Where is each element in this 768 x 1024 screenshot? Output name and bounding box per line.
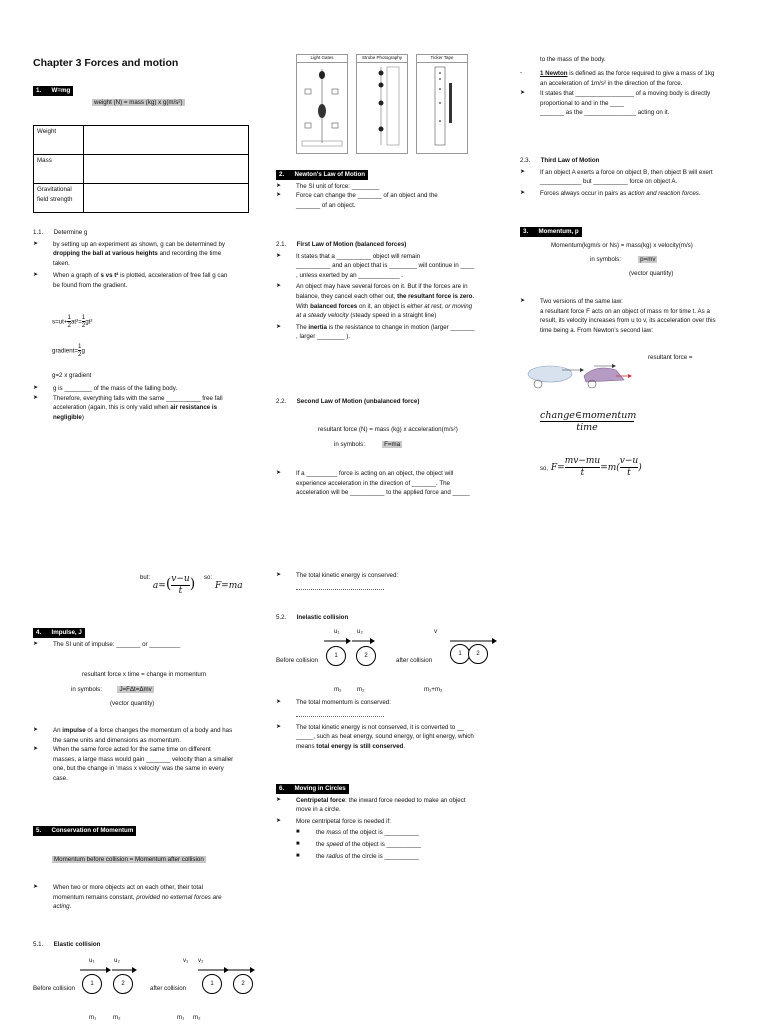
square-bullet-icon: ■ <box>296 852 300 859</box>
ball-2: 2 <box>356 646 376 666</box>
bullet-inertia: ➤ The inertia is the resistance to change in motion (larger _______ , larger ________ ). <box>276 323 475 341</box>
label-u2: u₂ <box>357 628 363 635</box>
arrow-bullet-icon: ➤ <box>276 470 282 476</box>
bullet-free-fall: ➤ Therefore, everything falls with the same __________ free fall acceleration (again, this is only valid when air resistance is negligible) <box>33 394 223 421</box>
bullet-centripetal: ➤ Centripetal force: the inward force needed to make an object move in a circle. <box>276 796 466 814</box>
table-row <box>34 155 249 184</box>
momentum-change-fraction: $\frac{\text{change∈momentum}}{\text{time}}$ <box>540 410 637 434</box>
arrow-bullet-icon: ➤ <box>276 323 282 330</box>
dash-bullet-icon: - <box>520 70 522 76</box>
label-m1: m₁ <box>334 686 342 693</box>
second-law-bullet: ➤ If a _________ force is acting on an object, the object will experience acceleration in the direction of _______. The acceleration will be __________ to the applied force and _____ <box>276 470 470 497</box>
momentum-vector-note: (vector quantity) <box>629 270 674 277</box>
bullet-force-unit: ➤ The SI unit of force: ________ <box>276 182 380 190</box>
bullets-g <box>33 384 248 422</box>
arrow-bullet-icon: ➤ <box>276 817 282 824</box>
equation-force-momentum: so, F= $\frac{mv-mu}{t}$ =m( $\frac{v-u}{t}$ ) <box>540 456 642 478</box>
measurement-methods-figure <box>296 54 468 154</box>
impulse-symbols: in symbols: J=FΔt=Δmv <box>71 686 152 693</box>
bullet-impulse-definition: ➤ An impulse of a force changes the momentum of a body and has the same units and dimensions as momentum. <box>33 727 233 744</box>
arrow-bullet-icon: ➤ <box>276 283 282 290</box>
section-2-1 <box>276 240 491 342</box>
mass-continuation: to the mass of the body. <box>540 56 606 63</box>
page-title-text: Chapter 3 Forces and motion <box>33 57 179 69</box>
bullet-first-law: ➤ It states that a __________ object will remain __________ and an object that is ________ will continue in ____ , unless exerted by an ____________ . <box>276 252 475 279</box>
arrow-bullet-icon: ➤ <box>33 640 39 647</box>
table-row <box>34 184 249 213</box>
answer-line <box>296 716 384 717</box>
arrow-bullet-icon: ➤ <box>33 394 39 401</box>
ball-1-after: 1 <box>202 974 222 994</box>
before-collision-label: Before collision <box>276 657 318 664</box>
momentum-conservation-formula: Momentum before collision = Momentum after collision <box>54 856 204 863</box>
table-cell-blank <box>84 184 249 213</box>
label-v1: v₁ <box>183 957 189 964</box>
inelastic-bullets <box>276 698 491 751</box>
label-u2: u₂ <box>114 957 120 964</box>
bullet-impulse-masses: ➤ When the same force acted for the same time on different masses, a large mass would gain _______ velocity than a smaller one, but the change in ‘mass x velocity’ was the same in every case. <box>33 746 234 783</box>
arrow-bullet-icon: ➤ <box>33 240 39 247</box>
arrow-bullet-icon: ➤ <box>520 168 526 175</box>
section-6-heading: 6. Moving in Circles <box>276 784 491 794</box>
arrow-bullet-icon: ➤ <box>33 746 39 753</box>
table-cell-blank <box>84 155 249 184</box>
ball-2: 2 <box>113 974 133 994</box>
bullet-impulse-unit: ➤ The SI unit of impulse: _______ or _________ <box>33 640 181 648</box>
label-m2: m₂ <box>357 686 365 693</box>
ball-2-after: 2 <box>468 644 488 664</box>
strobe-photography-panel: Strobe Photography <box>356 54 408 154</box>
conservation-bullet: ➤ When two or more objects act on each other, their total momentum remains constant, provided no external forces are acting. <box>33 884 222 911</box>
square-bullet-icon: ■ <box>296 829 300 836</box>
arrow-bullet-icon: ➤ <box>33 727 39 733</box>
momentum-bullet: ➤ Two versions of the same law: a resultant force F acts on an object of mass m for time t. As a result, its velocity increases from u to v, its acceleration over this time being a. From Newton’s second law: <box>520 298 716 334</box>
bullet-g-mass: ➤ g is ________ of the mass of the falling body. <box>33 385 178 392</box>
equation-acceleration: $^{but:}$ a=( $\frac{v-u}{t}$ ) $^{so:}$ F=ma <box>140 574 243 596</box>
section-5-1-heading: 5.1. Elastic collision <box>33 941 101 948</box>
before-collision-label: Before collision <box>33 985 75 992</box>
light-gates-diagram-icon <box>297 63 347 149</box>
arrow-bullet-icon: ➤ <box>276 182 282 189</box>
list-item-radius: ■ the radius of the circle is __________ <box>296 852 419 860</box>
section-1-1-heading: 1.1. Determine g <box>33 229 88 236</box>
section-5-2-heading: 5.2. Inelastic collision <box>276 614 349 621</box>
bullet-graph: ➤ When a graph of s vs t² is plotted, acceleration of free fall g can be found from the gradient. <box>33 272 228 290</box>
list-item-speed: ■ the speed of the object is __________ <box>296 841 421 849</box>
ball-1: 1 <box>326 646 346 666</box>
arrow-bullet-icon: ➤ <box>276 252 282 259</box>
bullet-more-force: ➤ More centripetal force is needed if: <box>276 817 391 825</box>
after-collision-label: after collision <box>396 657 433 664</box>
section-1-label: 1. W=mg <box>33 86 73 96</box>
list-item-mass: ■ the mass of the object is __________ <box>296 829 419 837</box>
section-2-3-heading: 2.3. Third Law of Motion <box>520 157 600 164</box>
arrow-bullet-icon: ➤ <box>520 90 526 97</box>
table-cell-label: Gravitational field strength <box>34 184 84 213</box>
momentum-symbols: in symbols: p=mv <box>590 256 656 263</box>
label-m1: m₁ <box>89 1014 97 1021</box>
arrow-bullet-icon: ➤ <box>520 298 526 304</box>
label-m2: m₂ <box>113 1014 121 1021</box>
arrow-bullet-icon: ➤ <box>276 572 282 578</box>
bullet-momentum-conserved: ➤ The total momentum is conserved: <box>276 699 391 706</box>
arrow-bullet-icon: ➤ <box>33 272 39 279</box>
section-4 <box>33 628 249 649</box>
section-2-heading: 2. Newton's Law of Motion <box>276 170 491 180</box>
section-1-1 <box>33 228 248 291</box>
impulse-bullets <box>33 726 249 784</box>
table-row <box>34 126 249 155</box>
inelastic-collision-diagram <box>270 626 500 696</box>
section-5-heading: 5. Conservation of Momentum <box>33 826 136 836</box>
arrow-bullet-icon: ➤ <box>276 699 282 705</box>
label-u1: u₁ <box>89 957 95 964</box>
section-3-heading: 3. Momentum, p <box>520 227 582 237</box>
section-4-heading: 4. Impulse, J <box>33 628 249 638</box>
strobe-diagram-icon <box>357 63 407 149</box>
arrow-bullet-icon: ➤ <box>520 189 526 196</box>
resultant-force-label: resultant force = <box>648 354 693 361</box>
arrow-bullet-icon: ➤ <box>276 192 282 199</box>
equation-gradient: gradient= $\frac{1}{2}$ g <box>52 343 85 359</box>
ticker-tape-diagram-icon <box>417 63 467 149</box>
second-law-formula: resultant force (N) = mass (kg) x acceleration(m/s²) <box>318 426 458 433</box>
section-6 <box>276 784 491 861</box>
second-law-symbols: in symbols: F=ma <box>334 441 401 448</box>
bullet-experiment: ➤ by setting up an experiment as shown, g can be determined by dropping the ball at various heights and recording the time taken. <box>33 240 225 267</box>
label-v: v <box>434 628 438 635</box>
kinetic-energy-bullet: ➤ The total kinetic energy is conserved: <box>276 571 491 590</box>
light-gates-panel: Light Gates <box>296 54 348 154</box>
arrow-bullet-icon: ➤ <box>276 723 282 730</box>
velocity-arrows-icon <box>78 965 258 975</box>
label-m2-after: m₂ <box>193 1014 201 1021</box>
bullet-force-pairs: ➤ Forces always occur in pairs as action and reaction forces. <box>520 189 701 197</box>
label-m1-m2: m₁+m₂ <box>424 686 443 693</box>
impulse-vector-note: (vector quantity) <box>110 700 155 707</box>
section-2-3 <box>520 156 745 198</box>
bullet-third-law: ➤ If an object A exerts a force on object B, then object B will exert ____________ but __________ force on object A. <box>520 168 713 186</box>
quantities-table <box>33 125 249 213</box>
newton-definition: - 1 Newton is defined as the force required to give a mass of 1kg an acceleration of 1m/s² in the direction of the force. ➤ It states that _________________ of a moving body is directly proportional to and in the ____ _______ as the _______________ acting on it. <box>520 69 745 118</box>
table-cell-blank <box>84 126 249 155</box>
section-2-1-heading: 2.1. First Law of Motion (balanced forces) <box>276 241 407 248</box>
arrow-bullet-icon: ➤ <box>33 385 39 391</box>
ticker-tape-panel: Ticker Tape <box>416 54 468 154</box>
label-m1-after: m₁ <box>177 1014 185 1021</box>
table-cell-label: Weight <box>34 126 84 155</box>
ball-1-after: 1 <box>450 644 470 664</box>
after-collision-label: after collision <box>150 985 187 992</box>
elastic-collision-diagram <box>0 955 260 1024</box>
section-2 <box>276 170 491 210</box>
page-title <box>33 55 178 71</box>
bullet-force-change: ➤ Force can change the _______ of an object and the _______ of an object. <box>276 192 438 209</box>
label-v2: v₂ <box>198 957 204 964</box>
equation-displacement: s=ut+ $\frac{1}{2}$ at²= $\frac{1}{2}$ gt² <box>52 314 93 330</box>
section-1-heading <box>33 86 73 96</box>
momentum-formula: Momentum(kgm/s or Ns) = mass(kg) x velocity(m/s) <box>551 242 693 249</box>
bullet-acceleration-proportional: ➤ It states that _________________ of a moving body is directly proportional to and in the ____ _______ as the _______________ acting on it. <box>520 90 711 117</box>
weight-formula: weight (N) = mass (kg) x g(m/s²) <box>94 99 183 106</box>
arrow-bullet-icon: ➤ <box>276 796 282 803</box>
impulse-formula: resultant force x time = change in momentum <box>82 671 206 678</box>
label-u1: u₁ <box>334 628 340 635</box>
square-bullet-icon: ■ <box>296 841 300 848</box>
arrow-bullet-icon: ➤ <box>33 884 39 890</box>
section-2-2-heading: 2.2. Second Law of Motion (unbalanced force) <box>276 398 420 405</box>
answer-line <box>296 589 384 590</box>
ball-2-after: 2 <box>233 974 253 994</box>
ball-1: 1 <box>82 974 102 994</box>
table-cell-label: Mass <box>34 155 84 184</box>
equation-g: g=2 x gradient <box>52 372 92 379</box>
bullet-ke-not-conserved: ➤ The total kinetic energy is not conserved, it is converted to __ _____, such as heat energy, sound energy, or light energy, which means total energy is still conserved. <box>276 723 474 750</box>
car-force-illustration-icon <box>524 358 634 392</box>
bullet-balanced-forces: ➤ An object may have several forces on it. But if the forces are in balance, they cancel each other out, the resultant force is zero. With balanced forces on it, an object is either at rest, or moving at a steady velocity (steady speed in a straight line) <box>276 283 475 320</box>
